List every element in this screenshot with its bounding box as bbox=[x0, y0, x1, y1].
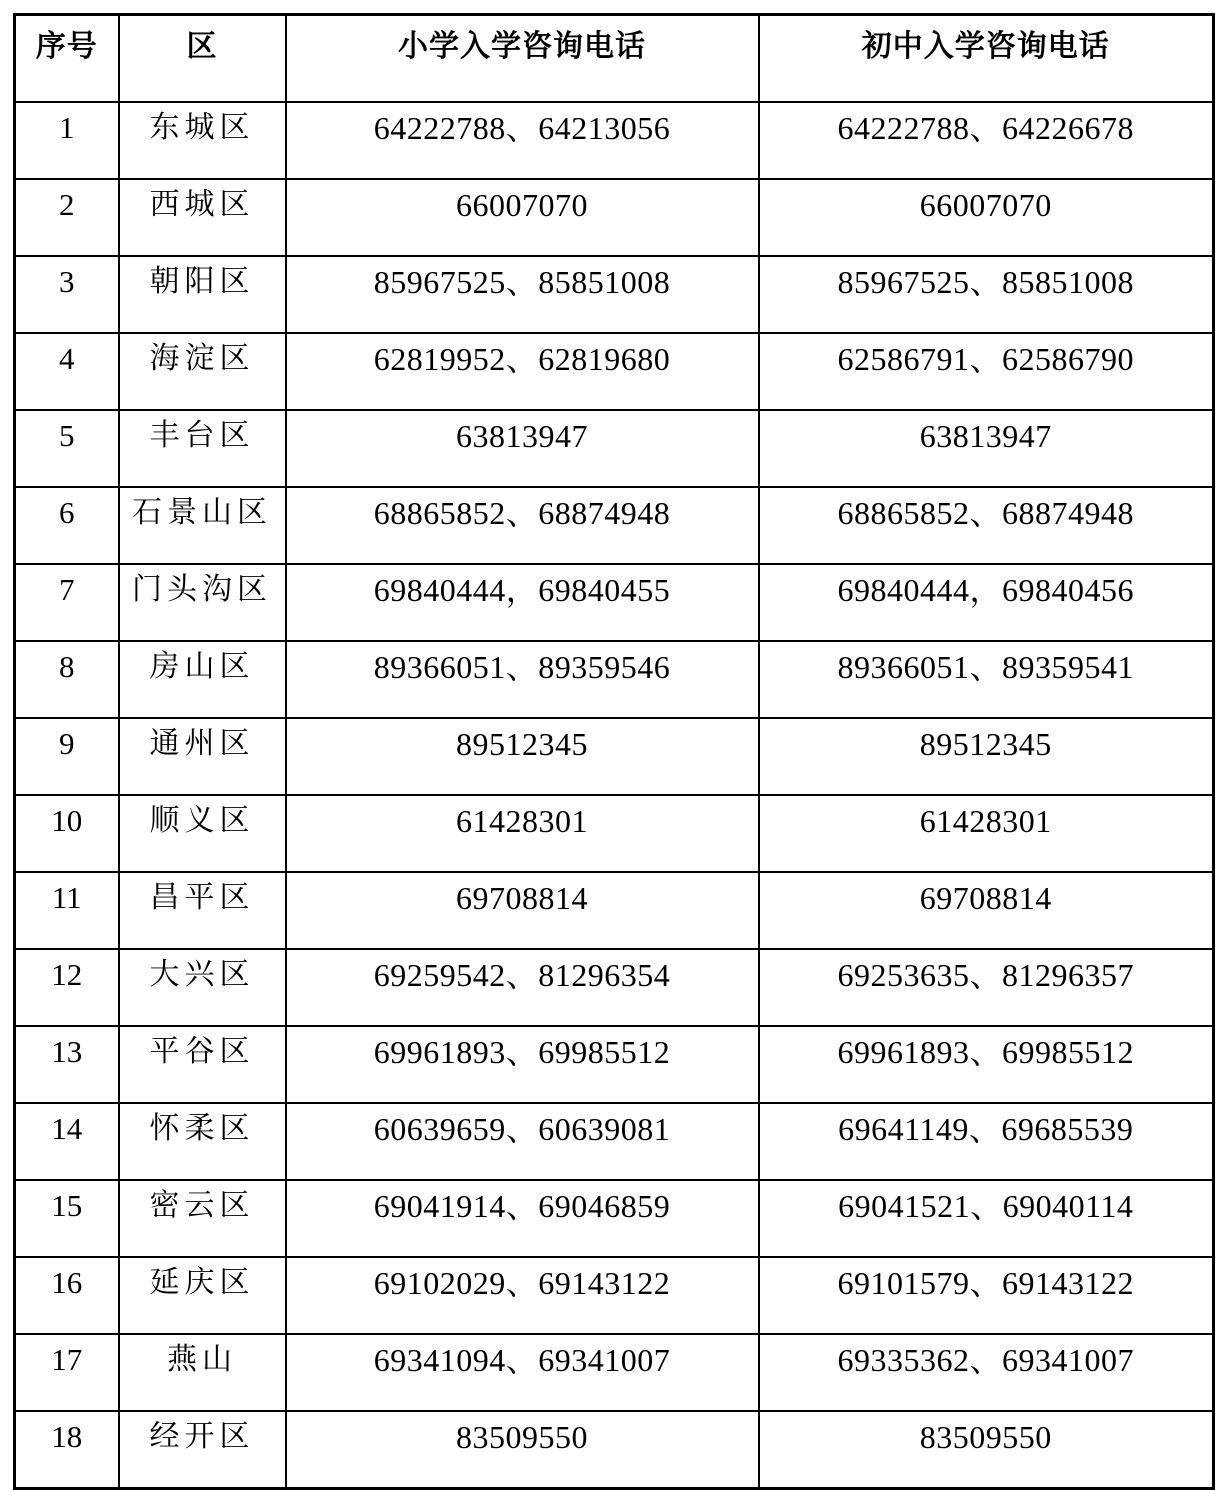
cell-district: 昌平区 bbox=[119, 872, 286, 949]
cell-primary-school-phone: 69840444，69840455 bbox=[286, 564, 759, 641]
cell-middle-school-phone: 69708814 bbox=[759, 872, 1214, 949]
cell-district: 门头沟区 bbox=[119, 564, 286, 641]
table-row bbox=[15, 179, 1214, 256]
cell-middle-school-phone: 69253635、81296357 bbox=[759, 949, 1214, 1026]
cell-serial-number: 1 bbox=[15, 102, 119, 179]
cell-serial-number: 15 bbox=[15, 1180, 119, 1257]
cell-middle-school-phone: 69961893、69985512 bbox=[759, 1026, 1214, 1103]
cell-serial-number: 9 bbox=[15, 718, 119, 795]
cell-serial-number: 12 bbox=[15, 949, 119, 1026]
table-row bbox=[15, 718, 1214, 795]
table-header bbox=[15, 15, 1214, 103]
table-row bbox=[15, 487, 1214, 564]
table-row bbox=[15, 1257, 1214, 1334]
cell-primary-school-phone: 63813947 bbox=[286, 410, 759, 487]
cell-district: 顺义区 bbox=[119, 795, 286, 872]
cell-district: 燕山 bbox=[119, 1334, 286, 1411]
cell-serial-number: 18 bbox=[15, 1411, 119, 1489]
cell-primary-school-phone: 89512345 bbox=[286, 718, 759, 795]
cell-middle-school-phone: 89512345 bbox=[759, 718, 1214, 795]
cell-serial-number: 5 bbox=[15, 410, 119, 487]
cell-middle-school-phone: 66007070 bbox=[759, 179, 1214, 256]
cell-district: 朝阳区 bbox=[119, 256, 286, 333]
cell-district: 延庆区 bbox=[119, 1257, 286, 1334]
cell-serial-number: 10 bbox=[15, 795, 119, 872]
cell-middle-school-phone: 62586791、62586790 bbox=[759, 333, 1214, 410]
header-district: 区 bbox=[119, 15, 286, 103]
cell-serial-number: 3 bbox=[15, 256, 119, 333]
cell-serial-number: 17 bbox=[15, 1334, 119, 1411]
cell-primary-school-phone: 66007070 bbox=[286, 179, 759, 256]
cell-serial-number: 11 bbox=[15, 872, 119, 949]
table-row bbox=[15, 1334, 1214, 1411]
table-row bbox=[15, 256, 1214, 333]
cell-serial-number: 7 bbox=[15, 564, 119, 641]
cell-district: 西城区 bbox=[119, 179, 286, 256]
cell-middle-school-phone: 69335362、69341007 bbox=[759, 1334, 1214, 1411]
cell-middle-school-phone: 89366051、89359541 bbox=[759, 641, 1214, 718]
cell-district: 通州区 bbox=[119, 718, 286, 795]
cell-middle-school-phone: 68865852、68874948 bbox=[759, 487, 1214, 564]
cell-middle-school-phone: 69041521、69040114 bbox=[759, 1180, 1214, 1257]
table-row bbox=[15, 795, 1214, 872]
cell-district: 平谷区 bbox=[119, 1026, 286, 1103]
cell-serial-number: 8 bbox=[15, 641, 119, 718]
cell-primary-school-phone: 69041914、69046859 bbox=[286, 1180, 759, 1257]
cell-primary-school-phone: 62819952、62819680 bbox=[286, 333, 759, 410]
cell-middle-school-phone: 63813947 bbox=[759, 410, 1214, 487]
cell-serial-number: 16 bbox=[15, 1257, 119, 1334]
cell-primary-school-phone: 89366051、89359546 bbox=[286, 641, 759, 718]
header-primary-school-phone: 小学入学咨询电话 bbox=[286, 15, 759, 103]
header-middle-school-phone: 初中入学咨询电话 bbox=[759, 15, 1214, 103]
cell-primary-school-phone: 69341094、69341007 bbox=[286, 1334, 759, 1411]
table-row bbox=[15, 641, 1214, 718]
enrollment-phone-table bbox=[13, 13, 1215, 1490]
cell-primary-school-phone: 69961893、69985512 bbox=[286, 1026, 759, 1103]
cell-middle-school-phone: 69101579、69143122 bbox=[759, 1257, 1214, 1334]
table-row bbox=[15, 1411, 1214, 1489]
table-header-row bbox=[15, 15, 1214, 103]
table-row bbox=[15, 872, 1214, 949]
cell-district: 怀柔区 bbox=[119, 1103, 286, 1180]
cell-primary-school-phone: 60639659、60639081 bbox=[286, 1103, 759, 1180]
table-row bbox=[15, 410, 1214, 487]
cell-primary-school-phone: 64222788、64213056 bbox=[286, 102, 759, 179]
header-serial-number: 序号 bbox=[15, 15, 119, 103]
cell-middle-school-phone: 69840444，69840456 bbox=[759, 564, 1214, 641]
cell-district: 大兴区 bbox=[119, 949, 286, 1026]
cell-primary-school-phone: 69708814 bbox=[286, 872, 759, 949]
cell-primary-school-phone: 68865852、68874948 bbox=[286, 487, 759, 564]
cell-district: 石景山区 bbox=[119, 487, 286, 564]
cell-serial-number: 4 bbox=[15, 333, 119, 410]
table-row bbox=[15, 333, 1214, 410]
table-row bbox=[15, 102, 1214, 179]
cell-middle-school-phone: 69641149、69685539 bbox=[759, 1103, 1214, 1180]
cell-serial-number: 2 bbox=[15, 179, 119, 256]
table-row bbox=[15, 564, 1214, 641]
cell-district: 丰台区 bbox=[119, 410, 286, 487]
cell-district: 房山区 bbox=[119, 641, 286, 718]
cell-district: 密云区 bbox=[119, 1180, 286, 1257]
table-body bbox=[15, 102, 1214, 1489]
table-row bbox=[15, 1180, 1214, 1257]
cell-primary-school-phone: 69259542、81296354 bbox=[286, 949, 759, 1026]
cell-primary-school-phone: 61428301 bbox=[286, 795, 759, 872]
cell-middle-school-phone: 64222788、64226678 bbox=[759, 102, 1214, 179]
cell-district: 东城区 bbox=[119, 102, 286, 179]
cell-primary-school-phone: 69102029、69143122 bbox=[286, 1257, 759, 1334]
cell-primary-school-phone: 85967525、85851008 bbox=[286, 256, 759, 333]
table-row bbox=[15, 1103, 1214, 1180]
table-row bbox=[15, 1026, 1214, 1103]
cell-middle-school-phone: 85967525、85851008 bbox=[759, 256, 1214, 333]
cell-serial-number: 6 bbox=[15, 487, 119, 564]
cell-primary-school-phone: 83509550 bbox=[286, 1411, 759, 1489]
cell-middle-school-phone: 61428301 bbox=[759, 795, 1214, 872]
cell-serial-number: 13 bbox=[15, 1026, 119, 1103]
cell-district: 经开区 bbox=[119, 1411, 286, 1489]
cell-serial-number: 14 bbox=[15, 1103, 119, 1180]
table-row bbox=[15, 949, 1214, 1026]
cell-district: 海淀区 bbox=[119, 333, 286, 410]
cell-middle-school-phone: 83509550 bbox=[759, 1411, 1214, 1489]
